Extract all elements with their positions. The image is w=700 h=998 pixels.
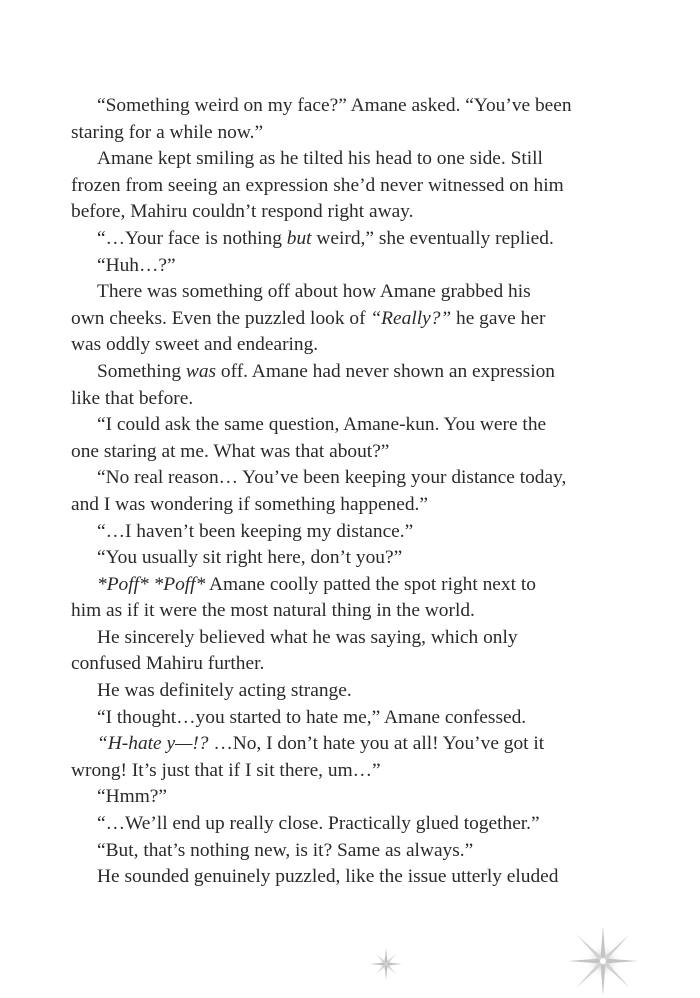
text-segment: weird,” she eventually replied. [311, 227, 554, 249]
text-line [71, 519, 631, 546]
text-line [71, 226, 631, 253]
text-line [71, 838, 631, 865]
text-segment: frozen from seeing an expression she’d never witnessed on him [71, 174, 564, 196]
text-segment: him as if it were the most natural thing in the world. [71, 600, 475, 622]
text-line [71, 199, 631, 226]
text-line [71, 705, 631, 732]
text-segment: like that before. [71, 387, 194, 409]
text-line [71, 545, 631, 572]
text-segment: own cheeks. Even the puzzled look of [71, 307, 371, 329]
italic-text: but [286, 227, 312, 249]
text-segment: “Huh…?” [97, 254, 176, 276]
text-segment: before, Mahiru couldn’t respond right away. [71, 201, 414, 223]
text-segment: Amane kept smiling as he tilted his head to one side. Still [97, 148, 543, 170]
text-line [71, 598, 631, 625]
text-segment: He was definitely acting strange. [97, 680, 352, 702]
text-segment: confused Mahiru further. [71, 653, 265, 675]
text-segment: was oddly sweet and endearing. [71, 334, 319, 356]
text-line [71, 465, 631, 492]
text-segment: “But, that’s nothing new, is it? Same as always.” [97, 839, 474, 861]
text-line [71, 731, 631, 758]
text-segment: “…I haven’t been keeping my distance.” [97, 520, 414, 542]
text-line [71, 173, 631, 200]
text-segment: “Something weird on my face?” Amane asked. “You’ve been [97, 95, 572, 116]
text-line [71, 412, 631, 439]
text-line [71, 146, 631, 173]
text-line [71, 120, 631, 147]
text-line [71, 332, 631, 359]
text-segment: There was something off about how Amane grabbed his [97, 281, 531, 303]
text-segment: …No, I don’t hate you at all! You’ve got it [208, 733, 545, 755]
italic-text: *Poff* *Poff* [97, 573, 206, 595]
text-line [71, 758, 631, 785]
text-segment: Amane coolly patted the spot right next to [205, 573, 536, 595]
text-segment: “You usually sit right here, don’t you?” [97, 547, 403, 569]
text-line [71, 439, 631, 466]
text-segment: “…We’ll end up really close. Practically glued together.” [97, 813, 540, 835]
text-segment: wrong! It’s just that if I sit there, um…” [71, 759, 381, 781]
text-segment: staring for a while now.” [71, 121, 264, 143]
text-segment: he gave her [451, 307, 546, 329]
text-segment: and I was wondering if something happened.” [71, 493, 429, 515]
italic-text: was [185, 360, 217, 382]
text-segment: one staring at me. What was that about?” [71, 440, 390, 462]
text-segment: Something [97, 360, 186, 382]
text-line [71, 253, 631, 280]
text-line [71, 93, 631, 120]
text-line [71, 625, 631, 652]
text-line [71, 864, 631, 891]
text-segment: “…Your face is nothing [97, 227, 287, 249]
text-segment: “I could ask the same question, Amane-kun. You were the [97, 414, 547, 436]
text-segment: He sincerely believed what he was saying, which only [97, 626, 518, 648]
italic-text: “Really?” [370, 307, 452, 329]
sparkle-large-icon [566, 924, 640, 998]
text-segment: “I thought…you started to hate me,” Amane confessed. [97, 706, 527, 728]
text-line [71, 359, 631, 386]
text-line [71, 386, 631, 413]
text-line [71, 811, 631, 838]
text-line [71, 572, 631, 599]
text-line [71, 678, 631, 705]
sparkle-small-icon [368, 946, 404, 982]
text-line [71, 492, 631, 519]
text-segment: off. Amane had never shown an expression [216, 360, 555, 382]
text-segment: “No real reason… You’ve been keeping your distance today, [97, 467, 567, 489]
text-line [71, 784, 631, 811]
text-line [71, 651, 631, 678]
text-segment: “Hmm?” [97, 786, 167, 808]
text-line [71, 306, 631, 333]
italic-text: “H-hate y—!? [97, 733, 209, 755]
text-segment: He sounded genuinely puzzled, like the issue utterly eluded [97, 866, 559, 888]
text-line [71, 279, 631, 306]
page-text [71, 93, 631, 891]
